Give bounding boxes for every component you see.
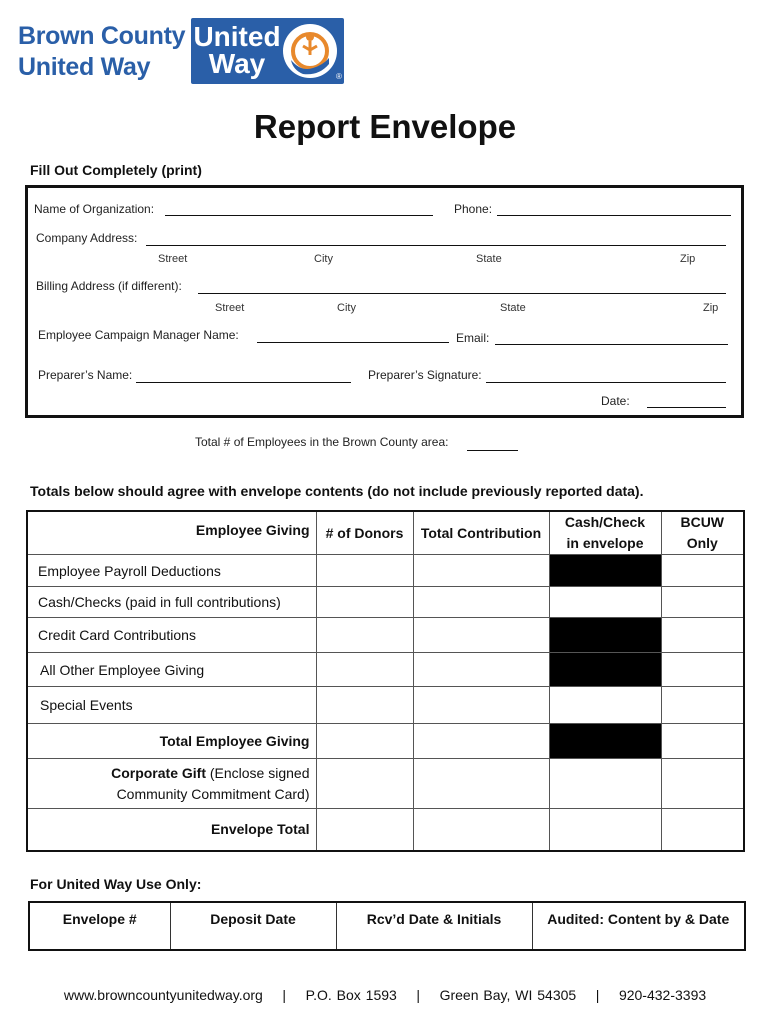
header-total-contribution: Total Contribution bbox=[413, 511, 549, 555]
org-name-label: Name of Organization: bbox=[34, 202, 155, 216]
donors-cell[interactable] bbox=[316, 618, 413, 653]
use-only-row bbox=[29, 902, 745, 950]
company-address-input[interactable] bbox=[146, 245, 726, 246]
bcuw-cell[interactable] bbox=[661, 724, 744, 759]
footer-separator: | bbox=[595, 987, 600, 1003]
table-row bbox=[27, 687, 744, 724]
contact-info-frame bbox=[25, 185, 744, 418]
audited-cell[interactable]: Audited: Content by & Date bbox=[532, 902, 745, 950]
form-heading: Fill Out Completely (print) bbox=[30, 162, 202, 178]
billing-zip-caption: Zip bbox=[703, 302, 719, 314]
corporate-gift-note-2: Community Commitment Card) bbox=[116, 785, 310, 802]
address-street-caption: Street bbox=[158, 253, 188, 265]
org-name-line-1: Brown County bbox=[18, 22, 186, 50]
giving-header-row bbox=[27, 511, 744, 555]
footer-city: Green Bay, WI 54305 bbox=[439, 987, 577, 1003]
total-contribution-cell[interactable] bbox=[413, 587, 549, 618]
row-label-cash-checks: Cash/Checks (paid in full contributions) bbox=[27, 587, 316, 618]
bcuw-cell[interactable] bbox=[661, 759, 744, 809]
table-row bbox=[27, 587, 744, 618]
address-zip-caption: Zip bbox=[680, 253, 696, 265]
address-city-caption: City bbox=[314, 253, 333, 265]
envelope-number-cell[interactable]: Envelope # bbox=[29, 902, 170, 950]
total-contribution-cell[interactable] bbox=[413, 759, 549, 809]
cash-check-cell[interactable] bbox=[549, 587, 661, 618]
total-contribution-cell[interactable] bbox=[413, 653, 549, 687]
preparer-name-input[interactable] bbox=[136, 382, 351, 383]
bcuw-cell[interactable] bbox=[661, 653, 744, 687]
bcuw-cell[interactable] bbox=[661, 687, 744, 724]
billing-address-input[interactable] bbox=[198, 293, 726, 294]
rcvd-date-cell[interactable]: Rcv’d Date & Initials bbox=[336, 902, 532, 950]
row-label-other: All Other Employee Giving bbox=[27, 653, 316, 687]
corporate-gift-label: Corporate Gift bbox=[111, 764, 206, 781]
row-label-total-employee-giving: Total Employee Giving bbox=[27, 724, 316, 759]
billing-street-caption: Street bbox=[215, 302, 245, 314]
email-label: Email: bbox=[456, 331, 490, 345]
total-contribution-cell[interactable] bbox=[413, 687, 549, 724]
manager-label: Employee Campaign Manager Name: bbox=[38, 328, 239, 342]
donors-cell[interactable] bbox=[316, 653, 413, 687]
table-row bbox=[27, 555, 744, 587]
total-contribution-cell[interactable] bbox=[413, 618, 549, 653]
preparer-name-label: Preparer’s Name: bbox=[38, 368, 133, 382]
cash-check-blocked-cell bbox=[549, 618, 661, 653]
table-row bbox=[27, 653, 744, 687]
org-name-input[interactable] bbox=[165, 215, 433, 216]
table-row bbox=[27, 618, 744, 653]
header-employee-giving: Employee Giving bbox=[27, 511, 316, 555]
total-contribution-cell[interactable] bbox=[413, 555, 549, 587]
table-row bbox=[27, 809, 744, 851]
donors-cell[interactable] bbox=[316, 759, 413, 809]
header-bcuw-line-1: BCUW bbox=[680, 514, 725, 530]
cash-check-blocked-cell bbox=[549, 555, 661, 587]
bcuw-cell[interactable] bbox=[661, 809, 744, 851]
donors-cell[interactable] bbox=[316, 724, 413, 759]
footer-phone: 920-432-3393 bbox=[618, 987, 707, 1003]
company-address-label: Company Address: bbox=[36, 231, 138, 245]
footer-separator: | bbox=[282, 987, 287, 1003]
billing-address-label: Billing Address (if different): bbox=[36, 279, 182, 293]
totals-heading: Totals below should agree with envelope contents (do not include previously reported data). bbox=[30, 483, 644, 499]
giving-table bbox=[26, 510, 745, 852]
use-only-heading: For United Way Use Only: bbox=[30, 876, 202, 892]
table-row bbox=[27, 759, 744, 809]
phone-input[interactable] bbox=[497, 215, 731, 216]
page-title: Report Envelope bbox=[253, 108, 517, 145]
row-label-envelope-total: Envelope Total bbox=[27, 809, 316, 851]
logo-text-line-2: Way bbox=[208, 48, 266, 79]
table-row bbox=[27, 724, 744, 759]
preparer-signature-label: Preparer’s Signature: bbox=[368, 368, 482, 382]
cash-check-cell[interactable] bbox=[549, 809, 661, 851]
helping-hand-icon bbox=[281, 22, 339, 80]
bcuw-cell[interactable] bbox=[661, 587, 744, 618]
header-bcuw-line-2: Only bbox=[686, 535, 718, 551]
deposit-date-cell[interactable]: Deposit Date bbox=[170, 902, 336, 950]
donors-cell[interactable] bbox=[316, 555, 413, 587]
donors-cell[interactable] bbox=[316, 587, 413, 618]
cash-check-cell[interactable] bbox=[549, 759, 661, 809]
cash-check-cell[interactable] bbox=[549, 687, 661, 724]
employees-total-label: Total # of Employees in the Brown County area: bbox=[195, 435, 449, 449]
footer-separator: | bbox=[416, 987, 421, 1003]
billing-state-caption: State bbox=[500, 302, 526, 314]
header-donors: # of Donors bbox=[316, 511, 413, 555]
cash-check-blocked-cell bbox=[549, 724, 661, 759]
use-only-table bbox=[28, 901, 746, 951]
row-label-corporate-gift bbox=[27, 759, 316, 809]
donors-cell[interactable] bbox=[316, 687, 413, 724]
phone-label: Phone: bbox=[454, 202, 493, 216]
cash-check-blocked-cell bbox=[549, 653, 661, 687]
manager-input[interactable] bbox=[257, 342, 449, 343]
header-cash-check bbox=[549, 511, 661, 555]
united-way-logo bbox=[191, 18, 344, 84]
billing-city-caption: City bbox=[337, 302, 356, 314]
row-label-special-events: Special Events bbox=[27, 687, 316, 724]
address-state-caption: State bbox=[476, 253, 502, 265]
registered-mark: ® bbox=[336, 72, 342, 81]
email-input[interactable] bbox=[495, 344, 728, 345]
donors-cell[interactable] bbox=[316, 809, 413, 851]
footer-website: www.browncountyunitedway.org bbox=[63, 987, 263, 1003]
row-label-credit-card: Credit Card Contributions bbox=[27, 618, 316, 653]
org-name-line-2: United Way bbox=[18, 53, 151, 81]
date-label: Date: bbox=[601, 394, 630, 408]
preparer-signature-input[interactable] bbox=[486, 382, 726, 383]
employees-total-input[interactable] bbox=[467, 450, 518, 451]
row-label-payroll: Employee Payroll Deductions bbox=[27, 555, 316, 587]
bcuw-cell[interactable] bbox=[661, 618, 744, 653]
corporate-gift-note-1: (Enclose signed bbox=[209, 764, 310, 781]
header-cash-check-line-2: in envelope bbox=[566, 535, 644, 551]
total-contribution-cell[interactable] bbox=[413, 724, 549, 759]
logo-text-line-1: United bbox=[193, 21, 281, 52]
bcuw-cell[interactable] bbox=[661, 555, 744, 587]
footer bbox=[0, 987, 770, 1003]
header-bcuw bbox=[661, 511, 744, 555]
date-input[interactable] bbox=[647, 407, 726, 408]
header-cash-check-line-1: Cash/Check bbox=[564, 514, 646, 530]
footer-po-box: P.O. Box 1593 bbox=[305, 987, 397, 1003]
total-contribution-cell[interactable] bbox=[413, 809, 549, 851]
